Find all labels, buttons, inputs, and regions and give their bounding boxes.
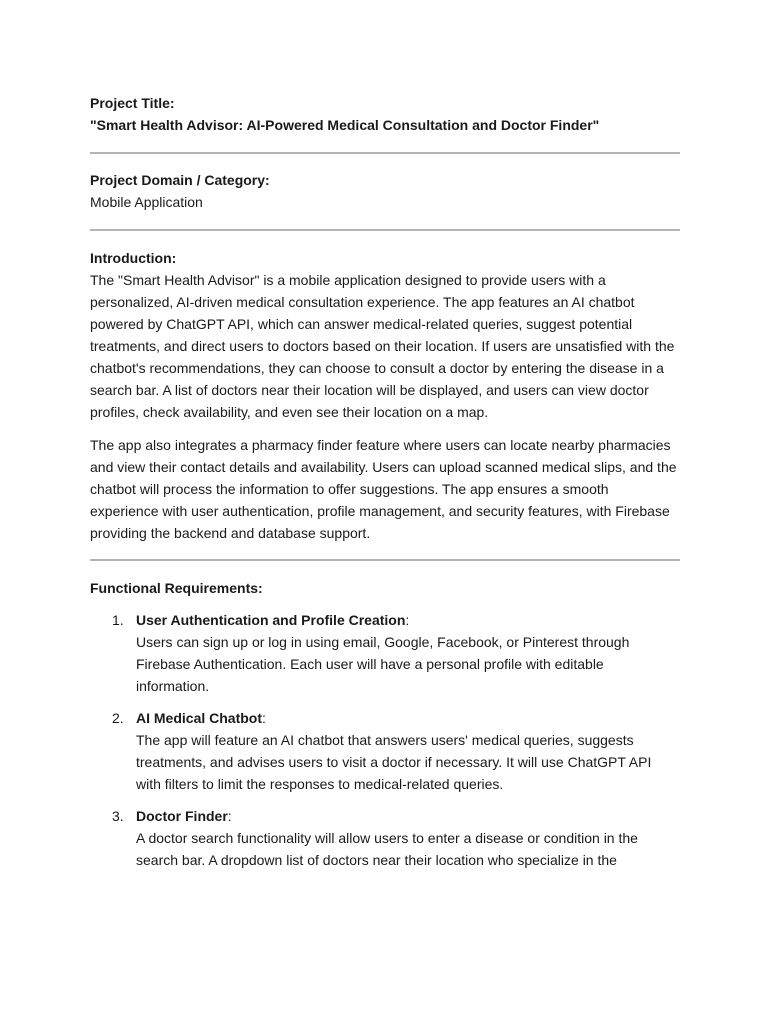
project-title-value: "Smart Health Advisor: AI-Powered Medical Consultation and Doctor Finder" [90,117,600,133]
introduction-label: Introduction: [90,250,177,266]
project-domain-label: Project Domain / Category: [90,172,270,188]
list-item-colon: : [262,710,266,726]
list-item-number: 2. [112,710,124,726]
list-item-description: Users can sign up or log in using email, Google, Facebook, or Pinterest through Firebase Authentication. Each user will have a personal profile with editable information. [136,634,630,694]
introduction-paragraph-2: The app also integrates a pharmacy finder feature where users can locate nearby pharmacies and view their contact details and availability. Users can upload scanned medical slips, and the chatbot will process the information to offer suggestions. The app ensures a smooth experience with user authentication, profile management, and security features, with Firebase providing the backend and database support. [90,437,677,541]
list-item-title: User Authentication and Profile Creation [136,612,406,628]
list-item [90,707,680,795]
list-item-title: AI Medical Chatbot [136,710,263,726]
functional-requirements-list [90,609,680,871]
project-title-label: Project Title: [90,95,175,111]
introduction-section [90,247,680,544]
functional-requirements-label: Functional Requirements: [90,580,263,596]
list-item-colon: : [405,612,410,628]
document-page [90,92,680,881]
list-item-number: 3. [112,808,124,824]
list-item-description: The app will feature an AI chatbot that answers users' medical queries, suggests treatments, and advises users to visit a doctor if necessary. It will use ChatGPT API with filters to limit the responses to medical-related queries. [136,732,652,792]
list-item-colon: : [227,808,232,824]
list-item-title: Doctor Finder [136,808,228,824]
list-item-description: A doctor search functionality will allow users to enter a disease or condition in the search bar. A dropdown list of doctors near their location who specialize in the [136,830,638,868]
project-domain-value: Mobile Application [90,194,203,210]
list-item [90,805,680,871]
functional-requirements-section [90,577,680,871]
list-item [90,609,680,697]
list-item-number: 1. [112,612,124,628]
project-title-section [90,92,680,136]
project-domain-section [90,169,680,213]
introduction-paragraph-1: The "Smart Health Advisor" is a mobile application designed to provide users with a personalized, AI-driven medical consultation experience. The app features an AI chatbot powered by ChatGPT API, which can answer medical-related queries, suggest potential treatments, and direct users to doctors based on their location. If users are unsatisfied with the chatbot's recommendations, they can choose to consult a doctor by entering the disease in a search bar. A list of doctors near their location will be displayed, and users can view doctor profiles, check availability, and even see their location on a map. [90,272,675,420]
